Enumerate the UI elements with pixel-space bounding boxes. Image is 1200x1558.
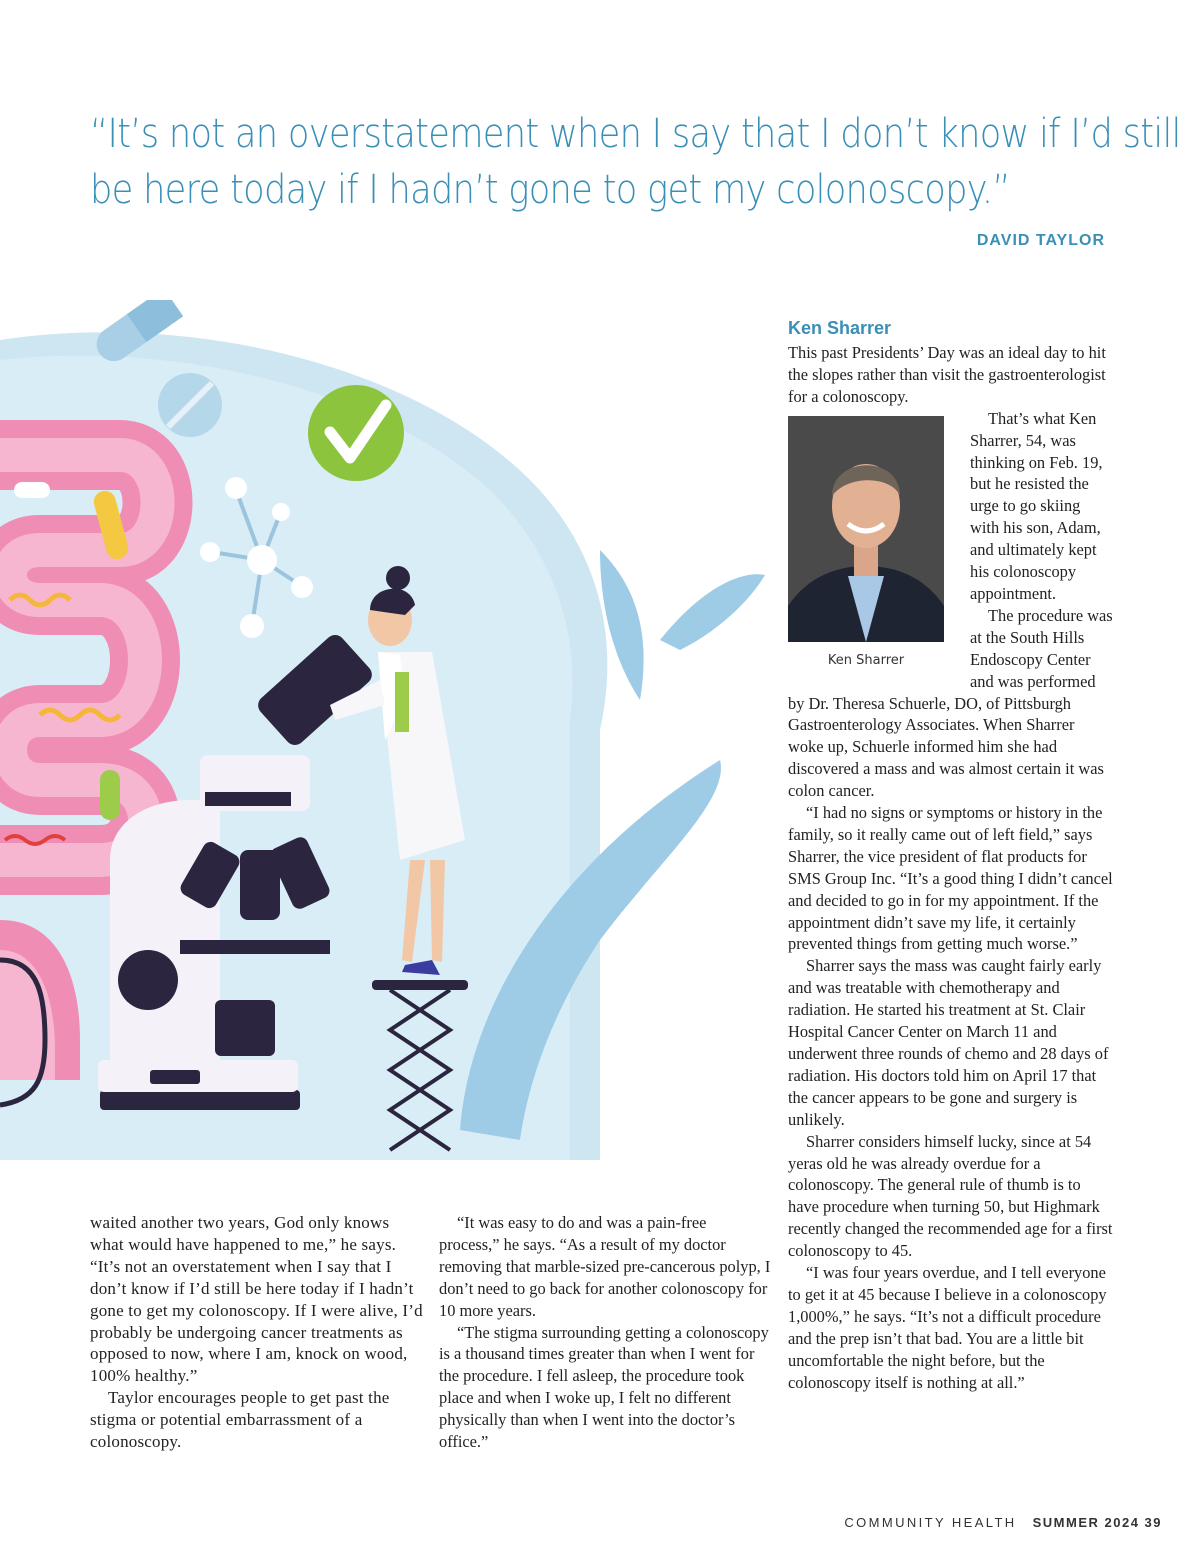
lab-illustration <box>0 300 770 1180</box>
photo-caption: Ken Sharrer <box>827 652 905 668</box>
article-column-right <box>788 316 1113 1394</box>
article-column-middle <box>439 1212 771 1453</box>
paragraph: “The stigma surrounding getting a colonoscopy is a thousand times greater than when I went for the procedure. I fell asleep, the procedure took place and when I woke up, I felt no different physically than when I went into the doctor’s office.” <box>439 1322 769 1452</box>
article-column-left <box>90 1212 425 1453</box>
portrait-photo <box>788 416 944 642</box>
pull-quote-line-2: be here today if I hadn’t gone to get my colonoscopy.” <box>90 167 1010 213</box>
publication-name: COMMUNITY HEALTH <box>844 1515 1017 1530</box>
pull-quote-line-1: “It’s not an overstatement when I say that I don’t know if I’d still <box>90 111 1181 157</box>
paragraph: Taylor encourages people to get past the stigma or potential embarrassment of a colonoscopy. <box>90 1388 390 1452</box>
checkmark-icon <box>308 385 404 481</box>
paragraph: Sharrer says the mass was caught fairly early and was treatable with chemotherapy and radiation. He started his treatment at St. Clair Hospital Cancer Center on March 11 and underwent three rounds of chemo and 28 days of radiation. His doctors told him on April 17 that the cancer appears to be gone and surgery is unlikely. <box>788 956 1109 1129</box>
paragraph: This past Presidents’ Day was an ideal day to hit the slopes rather than visit the gastroenterologist for a colonoscopy. <box>788 343 1106 406</box>
pull-quote <box>90 106 1181 218</box>
paragraph: “It was easy to do and was a pain-free process,” he says. “As a result of my doctor removing that marble-sized pre-cancerous polyp, I don’t need to go back for another colonoscopy for 10 more years. <box>439 1213 771 1320</box>
tablet-icon <box>158 373 222 437</box>
portrait-figure <box>788 416 960 686</box>
paragraph: That’s what Ken Sharrer, 54, was thinking on Feb. 19, but he resisted the urge to go skiing with his son, Adam, and ultimately kept his colonoscopy appointment. <box>970 408 1103 603</box>
paragraph: “I had no signs or symptoms or history in the family, so it really came out of left field,” says Sharrer, the vice president of flat products for SMS Group Inc. “It’s a good thing I didn’t cancel and decided to go in for my appointment. If the appointment didn’t save my life, it certainly prevented things from getting much worse.” <box>788 803 1113 954</box>
issue-page-number: SUMMER 2024 39 <box>1032 1515 1162 1530</box>
paragraph: waited another two years, God only knows what would have happened to me,” he says. “It’s not an overstatement when I say that I don’t know if I’d still be here today if I hadn’t gone to get my colonoscopy. If I were alive, I’d probably be undergoing cancer treatments as opposed to now, where I am, knock on wood, 100% healthy.” <box>90 1213 423 1386</box>
paragraph: The procedure was at the South Hills Endoscopy Center and was performed by Dr. Theresa Schuerle, DO, of Pittsburgh Gastroenterology Associates. When Sharrer woke up, Schuerle informed him she had discovered a mass and was almost certain it was colon cancer. <box>788 605 1113 801</box>
quote-attribution: DAVID TAYLOR <box>976 232 1105 249</box>
section-subhead: Ken Sharrer <box>788 318 892 338</box>
paragraph: Sharrer considers himself lucky, since at 54 yeras old he was already overdue for a colonoscopy. The general rule of thumb is to have procedure when turning 50, but Highmark recently changed the recommended age for a first colonoscopy to 45. <box>788 1131 1113 1261</box>
paragraph: “I was four years overdue, and I tell everyone to get it at 45 because I believe in a colonoscopy 1,000%,” he says. “It’s not a difficult procedure and the prep isn’t that bad. You are a little bit uncomfortable the night before, but the colonoscopy itself is nothing at all.” <box>788 1263 1107 1392</box>
page-footer <box>844 1515 1162 1530</box>
portrait-image <box>788 416 944 642</box>
